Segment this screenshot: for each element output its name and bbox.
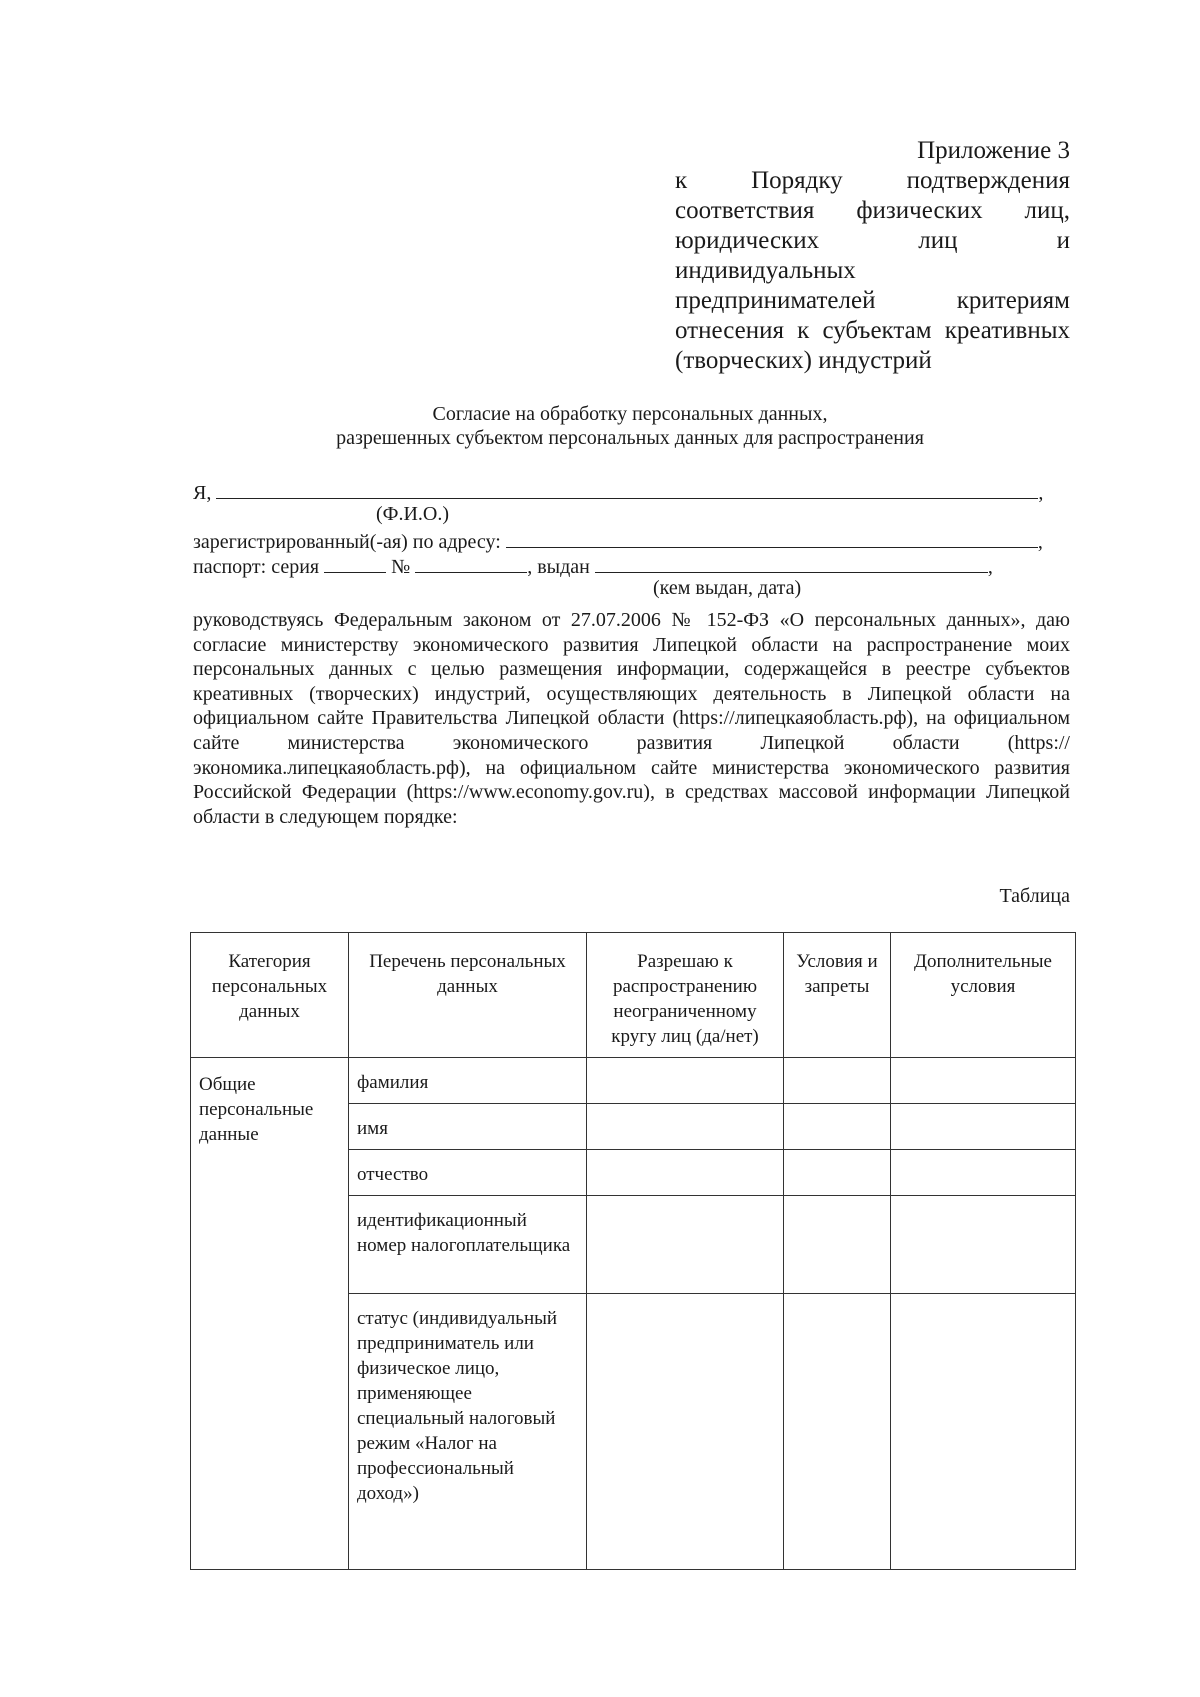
comma: , [1037,531,1043,553]
permission-cell[interactable] [587,1104,784,1150]
address-field[interactable] [506,527,1038,548]
permission-cell[interactable] [587,1150,784,1196]
appendix-line: к Порядку подтверждения [675,167,1070,194]
passport-series-field[interactable] [324,552,386,573]
comma: , [1038,482,1044,504]
additional-cell[interactable] [891,1196,1076,1294]
appendix-line: (творческих) индустрий [675,347,932,374]
issued-label: , выдан [527,556,590,578]
appendix-line: индивидуальных [675,257,856,284]
consent-body-text: руководствуясь Федеральным законом от 27.07.2006 № 152-ФЗ «О персональных данных», даю согласие министерству экономического развития Липецкой области на распространение моих персональных данных с целью размещения информации, содержащейся в реестре субъектов креативных (творческих) индустрий, осуществляющих деятельность в Липецкой области на официальном сайте Правительства Липецкой области (https://липецкаяобласть.рф), на официальном сайте министерства экономического развития Липецкой области (https://экономика.липецкаяобласть.рф), на официальном сайте министерства экономического развития Российской Федерации (https://www.economy.gov.ru), в средствах массовой информации Липецкой области в следующем порядке: [193,609,1070,828]
appendix-line: соответствия физических лиц, [675,197,1070,224]
fio-row [193,478,1070,502]
conditions-cell[interactable] [784,1196,891,1294]
additional-cell[interactable] [891,1104,1076,1150]
table-header-row [191,933,1076,1058]
appendix-line: предпринимателей критериям [675,287,1070,314]
address-label: зарегистрированный(-ая) по адресу: [193,531,501,553]
header-list: Перечень персональных данных [349,933,587,1058]
title-line-1: Согласие на обработку персональных данных, [432,403,828,425]
appendix-line: отнесения к субъектам креативных [675,317,1070,344]
item-cell: имя [349,1104,587,1150]
conditions-cell[interactable] [784,1104,891,1150]
document-title [190,402,1070,450]
permission-cell[interactable] [587,1058,784,1104]
additional-cell[interactable] [891,1150,1076,1196]
comma: , [987,556,993,578]
conditions-cell[interactable] [784,1058,891,1104]
fio-field[interactable] [216,478,1038,499]
item-cell: фамилия [349,1058,587,1104]
header-permission: Разрешаю к распространению неограниченному кругу лиц (да/нет) [587,933,784,1058]
table-row [191,1058,1076,1104]
item-cell: статус (индивидуальный предприниматель или физическое лицо, применяющее специальный налоговый режим «Налог на профессиональный доход») [349,1294,587,1570]
header-additional: Дополнительные условия [891,933,1076,1058]
personal-data-table [190,932,1076,1570]
address-row [193,527,1070,551]
category-cell: Общие персональные данные [191,1058,349,1570]
fio-caption: (Ф.И.О.) [376,503,450,525]
issued-caption: (кем выдан, дата) [653,577,802,599]
permission-cell[interactable] [587,1294,784,1570]
additional-cell[interactable] [891,1294,1076,1570]
passport-number-field[interactable] [415,552,527,573]
issued-field[interactable] [595,552,988,573]
item-cell: идентификационный номер налогоплательщика [349,1196,587,1294]
passport-series-label: паспорт: серия [193,556,320,578]
appendix-line: юридических лиц и [675,227,1070,254]
permission-cell[interactable] [587,1196,784,1294]
passport-row [193,552,1070,576]
passport-number-sign: № [391,556,411,578]
title-line-2: разрешенных субъектом персональных данных для распространения [336,427,924,449]
table-label: Таблица [999,885,1070,907]
conditions-cell[interactable] [784,1294,891,1570]
conditions-cell[interactable] [784,1150,891,1196]
item-cell: отчество [349,1150,587,1196]
appendix-number: Приложение 3 [917,137,1070,164]
appendix-block [675,136,1070,376]
header-category: Категория персональных данных [191,933,349,1058]
additional-cell[interactable] [891,1058,1076,1104]
header-conditions: Условия и запреты [784,933,891,1058]
i-label: Я, [193,482,212,504]
